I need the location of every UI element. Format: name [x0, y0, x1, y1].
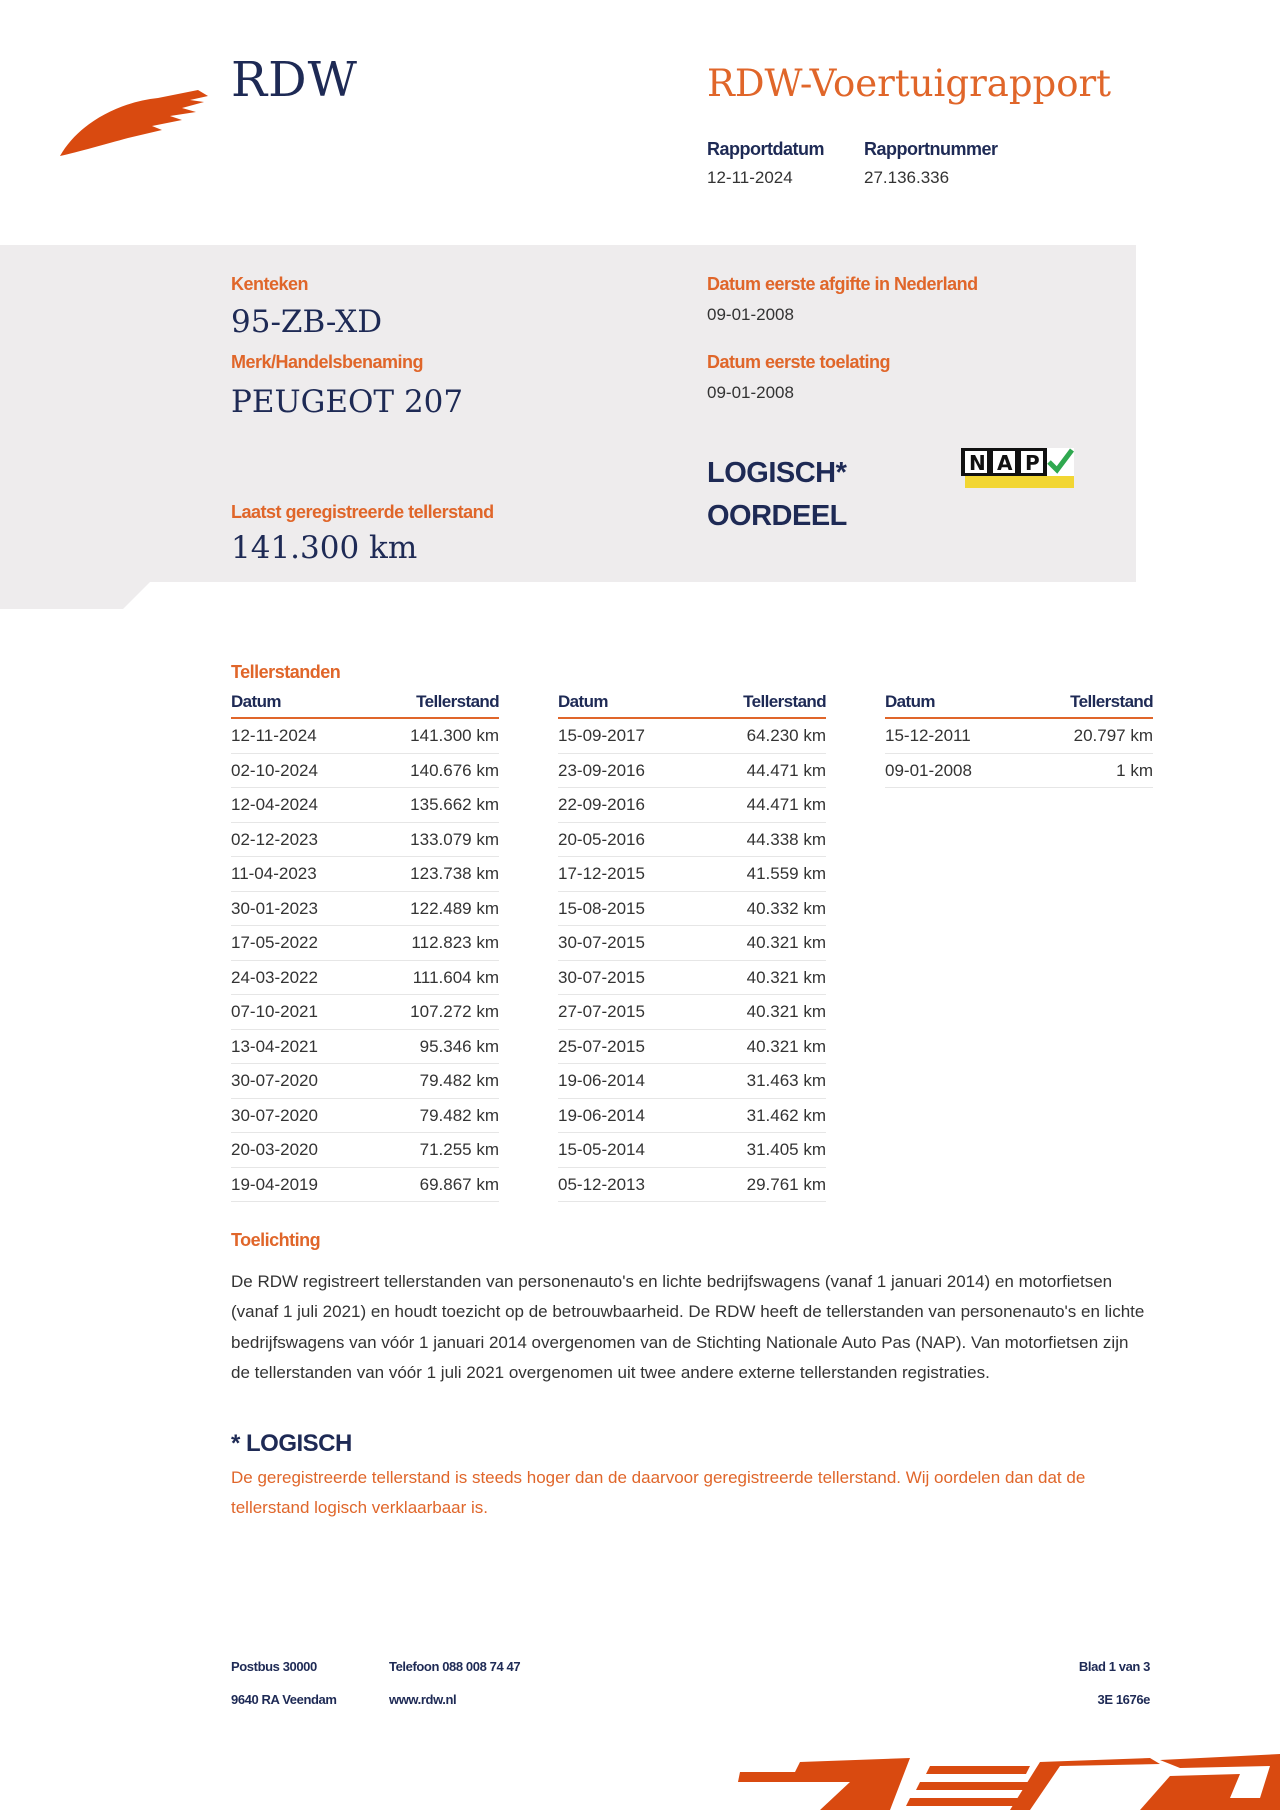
reading-value: 1 km [1116, 760, 1153, 780]
reading-date: 15-08-2015 [558, 898, 645, 918]
reading-date: 19-04-2019 [231, 1174, 318, 1194]
logisch-title: * LOGISCH [231, 1430, 352, 1457]
reading-value: 40.321 km [746, 933, 826, 952]
reading-row [231, 754, 499, 789]
report-title: RDW-Voertuigrapport [707, 62, 1112, 105]
plate-value: 95-ZB-XD [231, 304, 383, 340]
reading-value: 95.346 km [419, 1036, 499, 1056]
readings-header [231, 692, 499, 719]
readings-title: Tellerstanden [231, 662, 341, 682]
odometer-value: 141.300 km [231, 530, 418, 566]
first-admission-date: 09-01-2008 [707, 383, 794, 402]
reading-value: 44.471 km [746, 795, 826, 814]
reading-value: 44.471 km [746, 760, 826, 780]
reading-row [231, 823, 499, 858]
header-value: Tellerstand [743, 692, 826, 711]
brand-value: PEUGEOT 207 [231, 384, 464, 420]
reading-date: 15-05-2014 [558, 1140, 645, 1159]
reading-value: 133.079 km [410, 829, 499, 849]
reading-row [231, 892, 499, 927]
reading-date: 30-07-2020 [231, 1071, 318, 1090]
odometer-label: Laatst geregistreerde tellerstand [231, 502, 494, 522]
reading-value: 141.300 km [410, 726, 499, 745]
nap-badge [961, 446, 1074, 490]
reading-row [231, 1064, 499, 1099]
reading-value: 31.462 km [746, 1105, 826, 1125]
reading-date: 17-12-2015 [558, 864, 645, 883]
report-date-label: Rapportdatum [707, 139, 824, 159]
logisch-text: De geregistreerde tellerstand is steeds hoger dan de daarvoor geregistreerde tellerstand. Wij oordelen dan dat de tellerstand logisch verklaarbaar is. [231, 1468, 1086, 1518]
reading-row [885, 719, 1153, 754]
explanation-title: Toelichting [231, 1230, 321, 1250]
reading-row [558, 719, 826, 754]
reading-date: 19-06-2014 [558, 1071, 645, 1090]
reading-date: 23-09-2016 [558, 760, 645, 780]
first-nl-date: 09-01-2008 [707, 305, 794, 324]
reading-date: 20-05-2016 [558, 829, 645, 849]
reading-date: 19-06-2014 [558, 1105, 645, 1125]
reading-value: 31.405 km [746, 1140, 826, 1159]
reading-row [558, 995, 826, 1030]
header-date: Datum [885, 692, 935, 711]
reading-value: 71.255 km [419, 1140, 499, 1159]
reading-value: 140.676 km [410, 760, 499, 780]
reading-date: 30-07-2015 [558, 933, 645, 952]
nap-badge-letter-a: A [997, 451, 1013, 475]
footer-postbus: Postbus 30000 [231, 1659, 317, 1674]
reading-value: 79.482 km [419, 1105, 499, 1125]
footer-phone: Telefoon 088 008 74 47 [389, 1659, 521, 1674]
reading-row [231, 857, 499, 892]
reading-date: 12-04-2024 [231, 795, 318, 814]
reading-row [558, 892, 826, 927]
reading-row [231, 719, 499, 754]
reading-value: 29.761 km [746, 1174, 826, 1194]
footer-stripes-icon [730, 1752, 1280, 1810]
report-date: 12-11-2024 [707, 168, 793, 187]
reading-row [885, 754, 1153, 789]
reading-row [558, 1168, 826, 1203]
footer-code: 3E 1676e [1097, 1692, 1150, 1707]
readings-column-3 [885, 692, 1153, 788]
reading-date: 27-07-2015 [558, 1002, 645, 1021]
footer-page-number: Blad 1 van 3 [1078, 1659, 1150, 1674]
reading-row [231, 1168, 499, 1203]
reading-value: 44.338 km [746, 829, 826, 849]
reading-row [558, 1099, 826, 1134]
reading-row [558, 926, 826, 961]
reading-value: 64.230 km [746, 726, 826, 745]
reading-value: 40.321 km [746, 1002, 826, 1021]
reading-date: 30-07-2020 [231, 1105, 318, 1125]
first-nl-date-label: Datum eerste afgifte in Nederland [707, 274, 978, 294]
reading-value: 40.321 km [746, 1036, 826, 1056]
reading-row [231, 788, 499, 823]
first-admission-label: Datum eerste toelating [707, 352, 891, 372]
reading-date: 13-04-2021 [231, 1036, 318, 1056]
reading-row [231, 961, 499, 996]
reading-value: 107.272 km [410, 1002, 499, 1021]
reading-row [558, 754, 826, 789]
reading-row [558, 857, 826, 892]
reading-row [558, 823, 826, 858]
reading-row [558, 1064, 826, 1099]
reading-date: 11-04-2023 [231, 864, 317, 883]
header-date: Datum [558, 692, 608, 711]
brand-label: Merk/Handelsbenaming [231, 352, 424, 372]
reading-date: 05-12-2013 [558, 1174, 645, 1194]
reading-date: 07-10-2021 [231, 1002, 318, 1021]
report-number-label: Rapportnummer [864, 139, 998, 159]
reading-date: 02-10-2024 [231, 760, 318, 780]
reading-row [558, 788, 826, 823]
reading-value: 111.604 km [412, 967, 499, 987]
readings-column-1 [231, 692, 499, 1202]
header-date: Datum [231, 692, 281, 711]
reading-date: 24-03-2022 [231, 967, 318, 987]
reading-value: 135.662 km [410, 795, 499, 814]
reading-value: 40.321 km [746, 967, 826, 987]
nap-badge-letter-p: P [1025, 451, 1040, 475]
reading-row [558, 1030, 826, 1065]
reading-value: 79.482 km [419, 1071, 499, 1090]
explanation-text: De RDW registreert tellerstanden van personenauto's en lichte bedrijfswagens (vanaf 1 januari 2014) en motorfietsen (vanaf 1 juli 2021) en houdt toezicht op de betrouwbaarheid. De RDW heeft de tellerstanden van personenauto's en lichte bedrijfswagens van vóór 1 januari 2014 overgenomen van de Stichting Nationale Auto Pas (NAP). Van motorfietsen zijn de tellerstanden van vóór 1 juli 2021 overgenomen uit twee andere externe tellerstanden registraties. [231, 1272, 1145, 1383]
reading-date: 30-07-2015 [558, 967, 645, 987]
vehicle-panel [0, 245, 1136, 582]
report-number: 27.136.336 [864, 168, 950, 187]
reading-date: 15-09-2017 [558, 726, 645, 745]
reading-value: 123.738 km [410, 864, 499, 883]
header-value: Tellerstand [416, 692, 499, 711]
reading-value: 122.489 km [410, 898, 499, 918]
reading-value: 31.463 km [746, 1071, 826, 1090]
reading-row [231, 1030, 499, 1065]
verdict [707, 452, 847, 538]
readings-column-2 [558, 692, 826, 1202]
reading-value: 40.332 km [746, 898, 826, 918]
reading-date: 15-12-2011 [885, 726, 971, 745]
rdw-logo-text: RDW [231, 52, 358, 108]
reading-row [231, 1133, 499, 1168]
reading-date: 02-12-2023 [231, 829, 318, 849]
reading-date: 09-01-2008 [885, 760, 972, 780]
reading-date: 20-03-2020 [231, 1140, 318, 1159]
reading-value: 112.823 km [411, 933, 499, 952]
header-value: Tellerstand [1070, 692, 1153, 711]
reading-row [231, 995, 499, 1030]
reading-date: 25-07-2015 [558, 1036, 645, 1056]
reading-date: 22-09-2016 [558, 795, 645, 814]
reading-value: 41.559 km [746, 864, 826, 883]
reading-row [231, 1099, 499, 1134]
readings-header [885, 692, 1153, 719]
readings-header [558, 692, 826, 719]
nap-badge-letter-n: N [969, 451, 986, 475]
footer-city: 9640 RA Veendam [231, 1692, 337, 1707]
verdict-line-1: LOGISCH* [707, 457, 847, 489]
reading-row [558, 1133, 826, 1168]
reading-value: 69.867 km [419, 1174, 499, 1194]
rdw-logo-icon [58, 84, 210, 160]
plate-label: Kenteken [231, 274, 309, 294]
reading-row [231, 926, 499, 961]
reading-date: 17-05-2022 [231, 933, 318, 952]
reading-date: 30-01-2023 [231, 898, 318, 918]
reading-date: 12-11-2024 [231, 726, 317, 745]
reading-value: 20.797 km [1073, 726, 1153, 745]
reading-row [558, 961, 826, 996]
footer-website-link[interactable]: www.rdw.nl [389, 1692, 457, 1707]
verdict-line-2: OORDEEL [707, 500, 847, 532]
vehicle-panel-notch [0, 582, 150, 609]
